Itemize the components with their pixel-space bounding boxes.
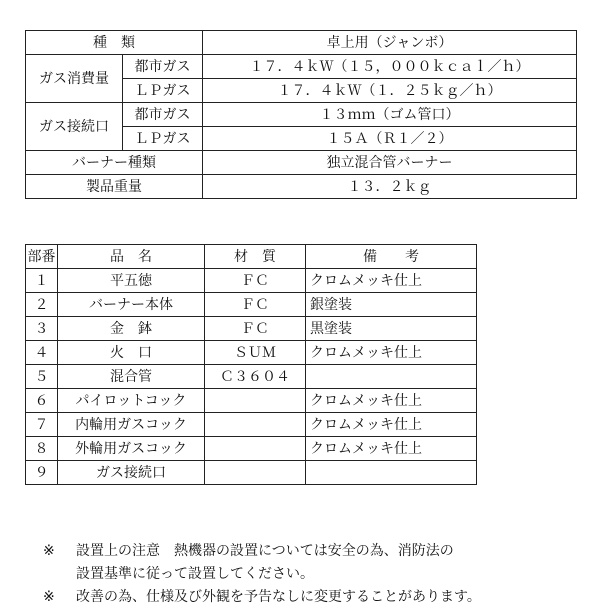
parts-header-name: 品 名	[58, 245, 205, 269]
spec-header-row	[26, 31, 577, 55]
notes-section	[43, 540, 481, 609]
part-material: ＦＣ	[205, 269, 306, 293]
part-notes: 銀塗装	[306, 293, 477, 317]
part-no: ３	[26, 317, 58, 341]
burner-type-value: 独立混合管バーナー	[203, 151, 577, 175]
note-text: 改善の為、仕様及び外観を予告なしに変更することがあります。	[76, 589, 481, 605]
spec-row	[26, 103, 577, 127]
table-row	[26, 269, 477, 293]
gas-connection-label: ガス接続口	[26, 103, 123, 151]
note-text: 設置上の注意 熱機器の設置については安全の為、消防法の	[76, 543, 454, 559]
spec-type-value: 卓上用（ジャンボ）	[203, 31, 577, 55]
gas-consumption-city-label: 都市ガス	[123, 55, 203, 79]
note-mark: ※	[43, 543, 55, 559]
note-item-continuation	[43, 563, 481, 586]
table-row	[26, 461, 477, 485]
part-name: 外輪用ガスコック	[58, 437, 205, 461]
table-row	[26, 293, 477, 317]
part-name: バーナー本体	[58, 293, 205, 317]
note-item	[43, 586, 481, 609]
table-row	[26, 365, 477, 389]
table-row	[26, 317, 477, 341]
parts-header-row	[26, 245, 477, 269]
part-notes	[306, 461, 477, 485]
gas-consumption-label: ガス消費量	[26, 55, 123, 103]
note-mark: ※	[43, 589, 55, 605]
table-row	[26, 413, 477, 437]
part-material: ＳＵＭ	[205, 341, 306, 365]
part-name: 内輪用ガスコック	[58, 413, 205, 437]
part-no: ４	[26, 341, 58, 365]
parts-table	[25, 244, 477, 485]
weight-label: 製品重量	[26, 175, 203, 199]
part-notes: クロムメッキ仕上	[306, 437, 477, 461]
gas-consumption-lp-value: １７．４ｋＷ（１．２５ｋｇ／ｈ）	[203, 79, 577, 103]
part-material	[205, 389, 306, 413]
part-no: ８	[26, 437, 58, 461]
part-no: ２	[26, 293, 58, 317]
spec-row	[26, 55, 577, 79]
spec-row	[26, 151, 577, 175]
part-no: ９	[26, 461, 58, 485]
part-notes: クロムメッキ仕上	[306, 413, 477, 437]
note-item	[43, 540, 481, 563]
part-material	[205, 461, 306, 485]
gas-consumption-city-value: １７．４ｋＷ（１５，０００ｋｃａｌ／ｈ）	[203, 55, 577, 79]
part-name: パイロットコック	[58, 389, 205, 413]
part-notes	[306, 365, 477, 389]
part-no: １	[26, 269, 58, 293]
gas-connection-lp-value: １５Ａ（Ｒ１／２）	[203, 127, 577, 151]
table-row	[26, 437, 477, 461]
part-notes: 黒塗装	[306, 317, 477, 341]
parts-header-no: 部番	[26, 245, 58, 269]
spec-table	[25, 30, 577, 199]
part-material	[205, 437, 306, 461]
part-material: ＦＣ	[205, 317, 306, 341]
gas-connection-city-label: 都市ガス	[123, 103, 203, 127]
part-name: 火 口	[58, 341, 205, 365]
part-notes: クロムメッキ仕上	[306, 341, 477, 365]
part-material	[205, 413, 306, 437]
parts-header-material: 材 質	[205, 245, 306, 269]
part-name: ガス接続口	[58, 461, 205, 485]
table-row	[26, 389, 477, 413]
part-notes: クロムメッキ仕上	[306, 269, 477, 293]
gas-connection-lp-label: ＬＰガス	[123, 127, 203, 151]
part-name: 混合管	[58, 365, 205, 389]
part-name: 金 鉢	[58, 317, 205, 341]
part-material: ＦＣ	[205, 293, 306, 317]
part-no: ６	[26, 389, 58, 413]
spec-row	[26, 175, 577, 199]
gas-consumption-lp-label: ＬＰガス	[123, 79, 203, 103]
note-text: 設置基準に従って設置してください。	[76, 566, 314, 582]
burner-type-label: バーナー種類	[26, 151, 203, 175]
part-no: ７	[26, 413, 58, 437]
part-name: 平五徳	[58, 269, 205, 293]
part-material: Ｃ３６０４	[205, 365, 306, 389]
table-row	[26, 341, 477, 365]
parts-header-notes: 備 考	[306, 245, 477, 269]
gas-connection-city-value: １３ｍｍ（ゴム管口）	[203, 103, 577, 127]
weight-value: １３．２ｋｇ	[203, 175, 577, 199]
spec-type-label: 種 類	[26, 31, 203, 55]
part-notes: クロムメッキ仕上	[306, 389, 477, 413]
part-no: ５	[26, 365, 58, 389]
